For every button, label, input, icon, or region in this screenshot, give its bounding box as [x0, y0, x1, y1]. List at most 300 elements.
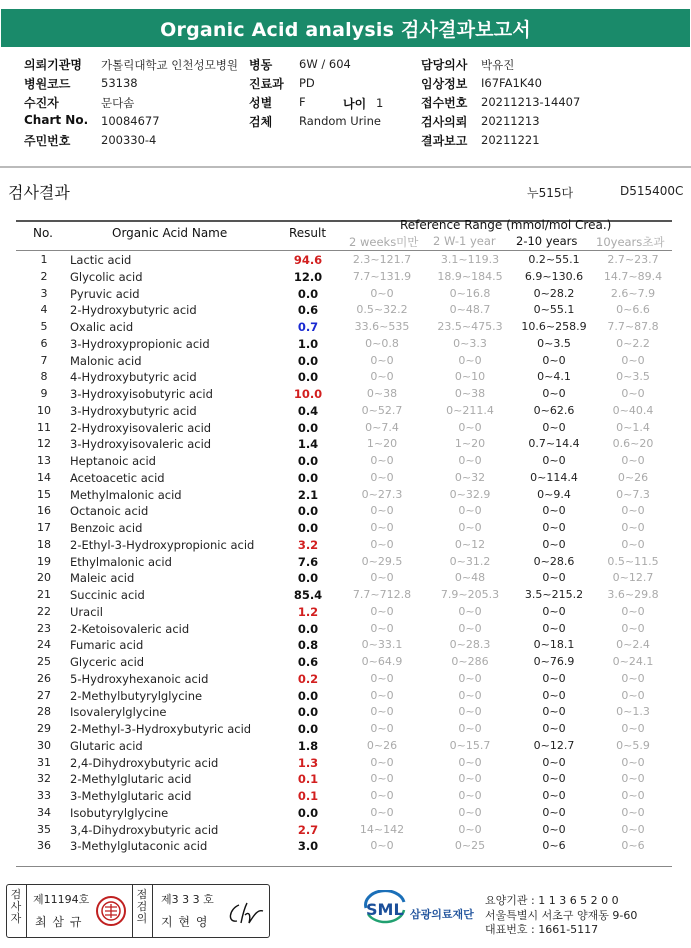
table-row [16, 755, 672, 772]
cell-r3: 0~0 [542, 688, 566, 702]
cell-r4: 0~0 [621, 755, 645, 769]
header-left-label-5: 주민번호 [24, 134, 71, 148]
cell-r1: 7.7~131.9 [352, 269, 412, 283]
cell-r4: 0~2.4 [616, 638, 650, 652]
cell-r2: 0~48 [454, 571, 486, 585]
cell-no: 24 [37, 638, 51, 652]
cell-no: 33 [37, 789, 51, 802]
signer1-license: 제11194호 [33, 893, 90, 906]
cell-name: Oxalic acid [70, 320, 134, 334]
cell-r2: 0~0 [458, 353, 482, 367]
cell-r2: 0~31.2 [449, 554, 491, 568]
cell-r3: 0~0 [542, 420, 566, 434]
cell-r4: 2.6~7.9 [610, 286, 656, 300]
cell-r4: 0~0 [621, 604, 645, 618]
table-row [16, 537, 672, 554]
cell-r4: 0~0 [621, 789, 645, 802]
cell-r3: 0~76.9 [533, 655, 575, 668]
cell-result: 0.0 [297, 504, 319, 519]
cell-r1: 0~0 [370, 353, 394, 367]
cell-r2: 18.9~184.5 [437, 269, 503, 283]
cell-r1: 14~142 [359, 822, 405, 836]
header-left-value-3: 문다솜 [101, 96, 135, 110]
cell-name: Succinic acid [70, 588, 145, 602]
cell-result: 2.1 [297, 487, 319, 502]
cell-result: 0.0 [297, 521, 319, 535]
cell-r3: 0~0 [542, 671, 566, 685]
table-row [16, 503, 672, 520]
header-mid-label-3: 성별 [249, 96, 273, 110]
cell-result: 1.3 [297, 755, 319, 770]
cell-no: 6 [40, 336, 48, 350]
cell-r1: 0~0 [370, 705, 394, 719]
handwritten-signature-icon [225, 901, 265, 927]
cell-r2: 0~0 [458, 671, 482, 685]
cell-r4: 0~5.9 [616, 738, 650, 752]
cell-r1: 0~27.3 [361, 487, 403, 501]
cell-no: 31 [37, 755, 51, 769]
header-mid-value-4: Random Urine [299, 114, 381, 128]
cell-r3: 0~3.5 [537, 336, 571, 350]
cell-no: 32 [37, 772, 51, 786]
table-row [16, 738, 672, 755]
col-header-result: Result [289, 226, 327, 240]
cell-name: Isobutyrylglycine [70, 805, 169, 820]
cell-name: 3-Hydroxyisovaleric acid [70, 437, 212, 452]
cell-no: 7 [40, 353, 48, 367]
cell-no: 17 [37, 521, 51, 534]
table-row [16, 487, 672, 504]
cell-r1: 0~0 [370, 454, 394, 467]
info-phone: 대표번호 : 1661-5117 [485, 923, 599, 936]
cell-result: 0.0 [297, 470, 319, 485]
cell-result: 0.1 [297, 789, 319, 803]
cell-r1: 0~0.8 [365, 336, 399, 350]
cell-name: Lactic acid [70, 253, 132, 267]
table-row [16, 369, 672, 386]
cell-name: 2-Hydroxybutyric acid [70, 303, 197, 318]
cell-result: 0.0 [297, 454, 319, 468]
cell-result: 0.1 [297, 772, 319, 787]
cell-name: Maleic acid [70, 571, 135, 586]
header-right-value-1: 박유진 [481, 58, 515, 72]
cell-r3: 0~28.6 [533, 554, 575, 568]
signer2-license: 제3 3 3 호 [161, 893, 214, 906]
cell-name: 2-Methyl-3-Hydroxybutyric acid [70, 722, 252, 736]
cell-r3: 0.2~55.1 [528, 253, 580, 266]
cell-no: 29 [37, 722, 51, 735]
cell-result: 1.8 [297, 738, 319, 753]
cell-result: 0.0 [297, 621, 319, 636]
cell-name: 2-Methylglutaric acid [70, 772, 192, 787]
cell-result: 0.6 [297, 303, 319, 318]
cell-r2: 1~20 [454, 437, 486, 451]
cell-r4: 0~7.3 [616, 487, 650, 501]
cell-r3: 0~4.1 [537, 370, 571, 384]
cell-name: 5-Hydroxyhexanoic acid [70, 671, 209, 686]
signbox-divider [132, 885, 133, 937]
cell-r1: 0~0 [370, 671, 394, 685]
logo-name: 삼광의료재단 [410, 908, 474, 921]
cell-name: Benzoic acid [70, 521, 143, 535]
cell-r4: 0~6.6 [616, 303, 650, 317]
cell-name: Acetoacetic acid [70, 470, 165, 485]
table-row [16, 822, 672, 839]
cell-result: 1.0 [297, 336, 319, 351]
cell-r3: 0.7~14.4 [528, 437, 580, 451]
cell-r2: 0~16.8 [449, 286, 491, 300]
cell-r3: 0~18.1 [533, 638, 575, 652]
table-row [16, 353, 672, 370]
patient-info-header [0, 50, 691, 168]
cell-r4: 0~0 [621, 537, 645, 551]
cell-r3: 0~28.2 [533, 286, 575, 300]
header-left-value-5: 200330-4 [101, 133, 157, 147]
cell-result: 1.4 [297, 437, 319, 452]
header-mid-label-1: 병동 [249, 58, 273, 72]
cell-r1: 0~0 [370, 688, 394, 702]
cell-r4: 0~2.2 [616, 336, 650, 350]
cell-r4: 0~0 [621, 521, 645, 534]
cell-r1: 7.7~712.8 [352, 588, 412, 601]
signer1-name: 최 삼 규 [35, 915, 83, 929]
cell-no: 9 [40, 387, 48, 400]
cell-no: 10 [37, 403, 51, 417]
cell-r3: 0~0 [542, 571, 566, 585]
cell-r2: 0~0 [458, 521, 482, 534]
cell-name: 3-Methylglutaric acid [70, 789, 192, 803]
cell-r4: 0~6 [621, 839, 645, 853]
header-left-value-1: 가톨릭대학교 인천성모병원 [101, 58, 238, 72]
cell-r2: 0~0 [458, 454, 482, 467]
cell-no: 26 [37, 671, 51, 685]
cell-r3: 0~12.7 [533, 738, 575, 752]
cell-result: 0.0 [297, 688, 319, 703]
cell-r3: 10.6~258.9 [521, 320, 587, 333]
cell-no: 21 [37, 588, 51, 601]
cell-name: 2-Hydroxyisovaleric acid [70, 420, 212, 435]
section-code-1: 누515다 [527, 186, 574, 200]
cell-result: 0.0 [297, 420, 319, 435]
table-row [16, 688, 672, 705]
table-row [16, 570, 672, 587]
cell-r4: 0~3.5 [616, 370, 650, 384]
cell-r2: 0~25 [454, 839, 486, 853]
header-left-label-1: 의뢰기관명 [24, 58, 82, 72]
cell-r2: 0~211.4 [446, 403, 494, 417]
header-right-value-2: I67FA1K40 [481, 76, 542, 90]
cell-r1: 0~0 [370, 370, 394, 384]
cell-name: Pyruvic acid [70, 286, 140, 301]
cell-r4: 7.7~87.8 [607, 320, 659, 333]
cell-r4: 0~0 [621, 688, 645, 702]
cell-r3: 0~0 [542, 755, 566, 769]
cell-r2: 0~15.7 [449, 738, 491, 752]
cell-r2: 0~10 [454, 370, 486, 384]
col-header-ref-2w-1y: 2 W-1 year [433, 234, 496, 248]
cell-r4: 14.7~89.4 [603, 269, 663, 283]
table-row [16, 252, 672, 269]
cell-r4: 0~1.3 [616, 705, 650, 719]
table-row [16, 637, 672, 654]
table-bottom-rule [16, 866, 672, 867]
cell-no: 28 [37, 705, 51, 719]
cell-r1: 1~20 [366, 437, 398, 451]
cell-r4: 0~26 [617, 470, 649, 484]
table-row [16, 520, 672, 537]
cell-r4: 0~0 [621, 387, 645, 400]
cell-no: 5 [40, 320, 48, 333]
cell-r2: 0~32 [454, 470, 486, 484]
cell-r3: 0~0 [542, 353, 566, 367]
cell-r1: 0~0 [370, 470, 394, 484]
cell-r1: 0~38 [366, 387, 398, 400]
cell-no: 11 [37, 420, 51, 434]
cell-result: 0.0 [297, 286, 319, 301]
table-row [16, 788, 672, 805]
cell-r1: 0~0 [370, 571, 394, 585]
cell-name: 2-Ethyl-3-Hydroxypropionic acid [70, 537, 255, 552]
cell-result: 85.4 [293, 588, 323, 602]
table-row [16, 302, 672, 319]
cell-r1: 0~7.4 [365, 420, 399, 434]
cell-r4: 0~0 [621, 454, 645, 467]
cell-no: 13 [37, 454, 51, 467]
cell-no: 18 [37, 537, 51, 551]
cell-r4: 0~0 [621, 822, 645, 836]
cell-no: 4 [40, 303, 48, 317]
col-header-ref-10y: 10years초과 [596, 235, 665, 249]
cell-r4: 0~12.7 [612, 571, 654, 585]
cell-r1: 0~64.9 [361, 655, 403, 668]
cell-r3: 6.9~130.6 [524, 269, 584, 283]
cell-r3: 0~0 [542, 805, 566, 819]
cell-r1: 0~0 [370, 755, 394, 769]
cell-result: 1.2 [297, 604, 319, 619]
cell-result: 12.0 [293, 269, 323, 284]
cell-name: 4-Hydroxybutyric acid [70, 370, 197, 385]
header-mid-label-4: 검체 [249, 115, 273, 129]
cell-no: 20 [37, 571, 51, 585]
cell-no: 27 [37, 688, 51, 702]
cell-no: 16 [37, 504, 51, 518]
table-row [16, 621, 672, 638]
cell-name: 2,4-Dihydroxybutyric acid [70, 755, 219, 770]
cell-no: 25 [37, 655, 51, 668]
section-title: 검사결과 [8, 183, 70, 202]
cell-no: 30 [37, 738, 51, 752]
cell-r2: 0~0 [458, 705, 482, 719]
col-header-no: No. [33, 226, 53, 240]
table-row [16, 587, 672, 604]
cell-result: 0.0 [297, 705, 319, 720]
age-value: 1 [376, 96, 384, 110]
cell-r2: 0~12 [454, 537, 486, 551]
header-right-value-4: 20211213 [481, 114, 540, 128]
cell-r2: 0~3.3 [453, 336, 487, 350]
cell-r2: 7.9~205.3 [440, 588, 500, 601]
cell-result: 0.8 [297, 638, 319, 653]
footer [0, 878, 691, 948]
cell-r1: 0~0 [370, 504, 394, 518]
table-row [16, 319, 672, 336]
cell-no: 8 [40, 370, 48, 384]
cell-name: Fumaric acid [70, 638, 144, 653]
cell-r2: 23.5~475.3 [437, 320, 503, 333]
cell-r1: 2.3~121.7 [352, 253, 412, 266]
cell-result: 7.6 [297, 554, 319, 569]
table-row [16, 554, 672, 571]
table-row [16, 771, 672, 788]
cell-r4: 0~0 [621, 772, 645, 786]
table-row [16, 420, 672, 437]
signbox-divider [152, 885, 153, 937]
cell-r1: 33.6~535 [354, 320, 410, 333]
cell-r2: 0~0 [458, 621, 482, 635]
header-right-label-3: 접수번호 [421, 96, 468, 110]
table-row [16, 436, 672, 453]
cell-r4: 0~0 [621, 353, 645, 367]
table-row [16, 286, 672, 303]
section-code-2: D515400C [620, 184, 684, 198]
header-left-label-4: Chart No. [24, 113, 89, 127]
cell-r2: 0~0 [458, 755, 482, 769]
cell-no: 35 [37, 822, 51, 836]
cell-r1: 0~0 [370, 839, 394, 853]
cell-r1: 0~0 [370, 722, 394, 735]
cell-name: 3,4-Dihydroxybutyric acid [70, 822, 219, 837]
cell-name: 3-Hydroxyisobutyric acid [70, 387, 213, 401]
cell-r3: 0~0 [542, 722, 566, 735]
cell-no: 14 [37, 470, 51, 484]
cell-name: 3-Methylglutaconic acid [70, 839, 208, 854]
table-row [16, 654, 672, 671]
cell-r1: 0~0 [370, 537, 394, 551]
header-mid-label-2: 진료과 [249, 77, 284, 91]
cell-r1: 0~0 [370, 772, 394, 786]
table-row [16, 721, 672, 738]
table-row [16, 671, 672, 688]
cell-r2: 0~0 [458, 772, 482, 786]
cell-no: 22 [37, 604, 51, 618]
cell-name: Isovalerylglycine [70, 705, 167, 720]
cell-r1: 0~26 [366, 738, 398, 752]
cell-name: 3-Hydroxypropionic acid [70, 336, 210, 351]
cell-result: 0.0 [297, 370, 319, 385]
table-row [16, 403, 672, 420]
cell-result: 0.0 [297, 722, 319, 736]
header-right-value-3: 20211213-14407 [481, 95, 581, 109]
cell-r1: 0~29.5 [361, 554, 403, 568]
cell-r2: 0~286 [451, 655, 489, 668]
info-address: 서울특별시 서초구 양재동 9-60 [485, 909, 638, 922]
cell-result: 94.6 [293, 253, 323, 267]
header-right-label-1: 담당의사 [421, 58, 468, 72]
header-right-value-5: 20211221 [481, 133, 540, 147]
cell-no: 2 [40, 269, 48, 283]
table-row [16, 336, 672, 353]
cell-no: 23 [37, 621, 51, 635]
cell-r1: 0~33.1 [361, 638, 403, 652]
signature-box [6, 884, 270, 938]
cell-r3: 0~0 [542, 521, 566, 534]
cell-r3: 0~0 [542, 387, 566, 400]
cell-r1: 0~0 [370, 286, 394, 300]
cell-result: 0.2 [297, 671, 319, 686]
table-row [16, 805, 672, 822]
table-row [16, 838, 672, 855]
cell-r2: 0~0 [458, 604, 482, 618]
cell-r4: 0~0 [621, 722, 645, 735]
cell-r3: 0~6 [542, 839, 566, 853]
header-right-label-5: 결과보고 [421, 134, 468, 148]
cell-name: Glutaric acid [70, 738, 143, 753]
col-header-name: Organic Acid Name [112, 226, 228, 240]
cell-r2: 0~0 [458, 722, 482, 735]
signer1-role: 검 사 자 [10, 888, 22, 925]
cell-result: 10.0 [293, 387, 323, 401]
cell-r1: 0~0 [370, 521, 394, 534]
cell-result: 0.7 [297, 320, 319, 334]
cell-r2: 0~38 [454, 387, 486, 400]
cell-r2: 0~0 [458, 688, 482, 702]
cell-r4: 0~0 [621, 621, 645, 635]
cell-name: Malonic acid [70, 353, 142, 368]
cell-name: Heptanoic acid [70, 454, 156, 468]
cell-name: Glyceric acid [70, 655, 145, 669]
cell-r3: 0~62.6 [533, 403, 575, 417]
table-row [16, 604, 672, 621]
cell-r3: 0~55.1 [533, 303, 575, 317]
cell-r2: 0~0 [458, 504, 482, 518]
header-right-label-4: 검사의뢰 [421, 115, 468, 129]
cell-r2: 0~0 [458, 805, 482, 819]
cell-no: 3 [40, 286, 48, 300]
cell-r3: 0~114.4 [530, 470, 578, 484]
col-header-reference: Reference Range (mmol/mol Crea.) [400, 218, 612, 232]
table-row [16, 453, 672, 470]
cell-name: Glycolic acid [70, 269, 143, 284]
cell-no: 36 [37, 839, 51, 853]
cell-r1: 0.5~32.2 [356, 303, 408, 317]
table-row [16, 704, 672, 721]
cell-r2: 3.1~119.3 [440, 253, 500, 266]
cell-r3: 0~9.4 [537, 487, 571, 501]
col-header-ref-2weeks: 2 weeks미만 [349, 235, 419, 249]
cell-r4: 0~1.4 [616, 420, 650, 434]
cell-name: Methylmalonic acid [70, 487, 182, 502]
cell-result: 0.0 [297, 805, 319, 820]
cell-r2: 0~0 [458, 420, 482, 434]
cell-no: 34 [37, 805, 51, 819]
cell-no: 1 [40, 253, 48, 266]
cell-result: 2.7 [297, 822, 319, 837]
age-label: 나이 [343, 97, 367, 111]
cell-r3: 0~0 [542, 772, 566, 786]
cell-name: 2-Ketoisovaleric acid [70, 621, 190, 636]
header-left-value-2: 53138 [101, 76, 138, 90]
cell-r2: 0~0 [458, 822, 482, 836]
cell-r1: 0~0 [370, 621, 394, 635]
cell-r3: 0~0 [542, 537, 566, 551]
table-row [16, 470, 672, 487]
header-left-label-3: 수진자 [24, 96, 59, 110]
report-title-bar [1, 9, 690, 47]
cell-r4: 0~0 [621, 671, 645, 685]
cell-name: Octanoic acid [70, 504, 149, 519]
cell-r3: 0~0 [542, 504, 566, 518]
cell-r2: 0~0 [458, 789, 482, 802]
